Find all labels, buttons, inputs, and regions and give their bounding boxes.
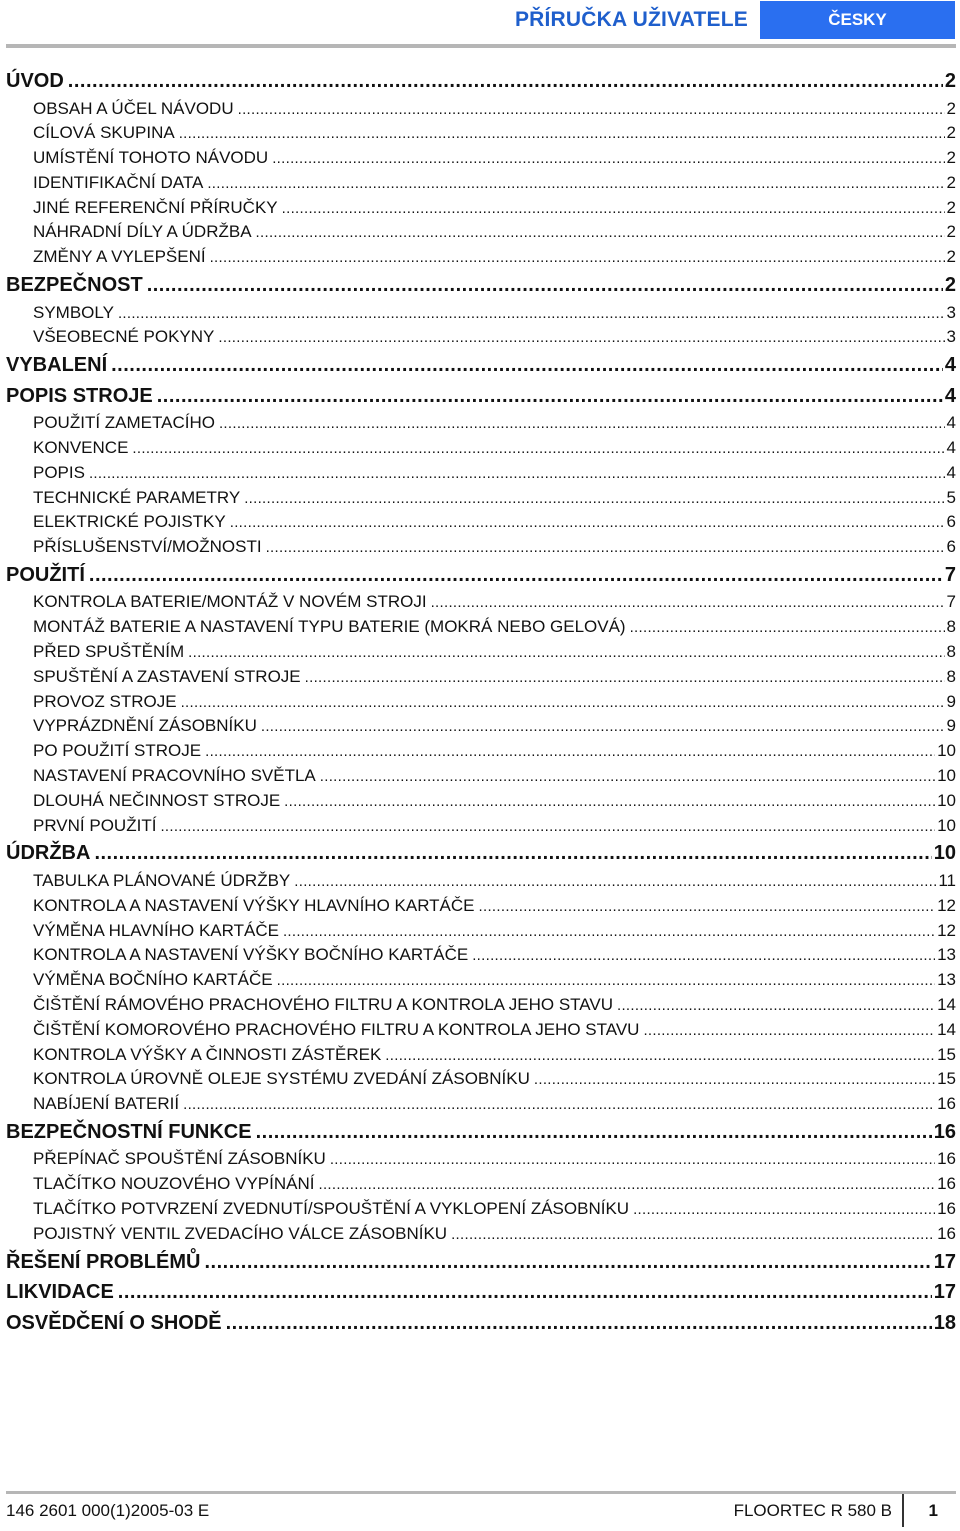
toc-subsection-entry[interactable] [6,943,956,968]
toc-dot-leader [89,560,943,591]
toc-entry-page: 10 [937,790,956,810]
toc-subsection-entry[interactable] [6,436,956,461]
toc-section-entry[interactable] [6,381,956,412]
toc-subsection-entry[interactable] [6,325,956,350]
document-code: 146 2601 000(1)2005-03 E [6,1501,210,1520]
toc-dot-leader [320,764,935,789]
toc-dot-leader [230,510,945,535]
page-header [0,0,960,50]
toc-entry-label: UMÍSTĚNÍ TOHOTO NÁVODU [33,148,269,168]
toc-subsection-entry[interactable] [6,968,956,993]
toc-entry-page: 8 [946,617,956,637]
toc-entry-label: JINÉ REFERENČNÍ PŘÍRUČKY [33,197,278,217]
header-divider [6,44,956,48]
toc-entry-page: 13 [937,945,956,965]
toc-dot-leader [226,1308,932,1339]
toc-dot-leader [266,535,945,560]
toc-dot-leader [283,919,935,944]
toc-entry-label: ČIŠTĚNÍ RÁMOVÉHO PRACHOVÉHO FILTRU A KONTROLA JEHO STAVU [33,994,613,1014]
toc-entry-label: SYMBOLY [33,302,114,322]
toc-entry-page: 16 [933,1120,956,1143]
toc-dot-leader [451,1222,935,1247]
toc-dot-leader [643,1018,935,1043]
toc-entry-page: 4 [946,413,956,433]
toc-entry-page: 8 [946,666,956,686]
toc-entry-label: PŘÍSLUŠENSTVÍ/MOŽNOSTI [33,537,262,557]
toc-subsection-entry[interactable] [6,1197,956,1222]
page-footer [0,1494,960,1531]
toc-entry-label: KONTROLA VÝŠKY A ČINNOSTI ZÁSTĚREK [33,1044,382,1064]
toc-entry-page: 4 [946,437,956,457]
footer-separator [902,1494,904,1527]
toc-subsection-entry[interactable] [6,1147,956,1172]
toc-dot-leader [179,121,945,146]
toc-entry-page: 3 [946,327,956,347]
toc-entry-page: 2 [944,274,956,297]
toc-entry-label: BEZPEČNOST [6,274,143,297]
toc-entry-label: IDENTIFIKAČNÍ DATA [33,172,204,192]
toc-entry-label: KONTROLA BATERIE/MONTÁŽ V NOVÉM STROJI [33,592,427,612]
toc-entry-label: KONVENCE [33,437,129,457]
toc-entry-label: TLAČÍTKO NOUZOVÉHO VYPÍNÁNÍ [33,1174,315,1194]
toc-entry-page: 17 [933,1281,956,1304]
toc-entry-label: POJISTNÝ VENTIL ZVEDACÍHO VÁLCE ZÁSOBNÍKU [33,1223,448,1243]
toc-dot-leader [118,1277,932,1308]
toc-dot-leader [633,1197,935,1222]
product-name: FLOORTEC R 580 B [733,1501,892,1520]
toc-entry-label: POUŽITÍ [6,563,85,586]
toc-subsection-entry[interactable] [6,245,956,270]
toc-dot-leader [205,739,935,764]
toc-dot-leader [160,814,935,839]
toc-section-entry[interactable] [6,1247,956,1278]
toc-dot-leader [157,381,943,412]
toc-entry-label: ŘEŠENÍ PROBLÉMŮ [6,1250,201,1273]
toc-section-entry[interactable] [6,66,956,97]
toc-entry-page: 7 [944,563,956,586]
toc-dot-leader [132,436,944,461]
toc-subsection-entry[interactable] [6,146,956,171]
toc-subsection-entry[interactable] [6,590,956,615]
toc-entry-label: OSVĚDČENÍ O SHODĚ [6,1311,222,1334]
toc-dot-leader [261,714,945,739]
toc-entry-label: LIKVIDACE [6,1281,114,1304]
toc-subsection-entry[interactable] [6,171,956,196]
toc-dot-leader [210,245,945,270]
toc-entry-label: VÝMĚNA BOČNÍHO KARTÁČE [33,970,273,990]
toc-dot-leader [181,690,945,715]
toc-subsection-entry[interactable] [6,665,956,690]
toc-entry-label: MONTÁŽ BATERIE A NASTAVENÍ TYPU BATERIE (MOKRÁ NEBO GELOVÁ) [33,617,626,637]
toc-dot-leader [272,146,944,171]
toc-subsection-entry[interactable] [6,411,956,436]
toc-entry-page: 16 [937,1094,956,1114]
toc-dot-leader [479,894,936,919]
toc-entry-label: ZMĚNY A VYLEPŠENÍ [33,247,206,267]
toc-entry-label: PRVNÍ POUŽITÍ [33,815,157,835]
toc-entry-page: 2 [946,172,956,192]
toc-entry-label: PO POUŽITÍ STROJE [33,741,202,761]
toc-entry-page: 16 [937,1223,956,1243]
toc-subsection-entry[interactable] [6,690,956,715]
toc-subsection-entry[interactable] [6,1222,956,1247]
toc-dot-leader [244,486,944,511]
toc-entry-label: DLOUHÁ NEČINNOST STROJE [33,790,281,810]
toc-subsection-entry[interactable] [6,121,956,146]
toc-entry-label: VŠEOBECNÉ POKYNY [33,327,215,347]
toc-entry-page: 14 [937,994,956,1014]
toc-subsection-entry[interactable] [6,814,956,839]
toc-entry-page: 10 [937,766,956,786]
toc-entry-page: 13 [937,970,956,990]
toc-entry-label: ÚDRŽBA [6,842,91,865]
toc-entry-page: 7 [946,592,956,612]
toc-entry-page: 4 [946,462,956,482]
toc-section-entry[interactable] [6,1117,956,1148]
toc-entry-page: 15 [937,1044,956,1064]
toc-entry-page: 2 [946,148,956,168]
toc-dot-leader [282,196,945,221]
toc-entry-page: 9 [946,716,956,736]
table-of-contents [6,66,956,1338]
toc-dot-leader [89,461,945,486]
toc-entry-label: TABULKA PLÁNOVANÉ ÚDRŽBY [33,870,291,890]
toc-entry-label: VÝMĚNA HLAVNÍHO KARTÁČE [33,920,279,940]
toc-entry-label: ČIŠTĚNÍ KOMOROVÉHO PRACHOVÉHO FILTRU A KONTROLA JEHO STAVU [33,1019,640,1039]
toc-entry-label: KONTROLA A NASTAVENÍ VÝŠKY HLAVNÍHO KARTÁČE [33,895,475,915]
toc-section-entry[interactable] [6,350,956,381]
toc-dot-leader [385,1043,935,1068]
toc-entry-label: NÁHRADNÍ DÍLY A ÚDRŽBA [33,222,252,242]
toc-entry-label: BEZPEČNOSTNÍ FUNKCE [6,1120,252,1143]
toc-entry-page: 9 [946,691,956,711]
toc-entry-page: 3 [946,302,956,322]
toc-dot-leader [118,301,945,326]
toc-subsection-entry[interactable] [6,894,956,919]
toc-entry-label: VYBALENÍ [6,354,108,377]
toc-dot-leader [147,270,943,301]
toc-entry-page: 2 [946,98,956,118]
toc-section-entry[interactable] [6,270,956,301]
toc-entry-page: 2 [946,247,956,267]
page-title: PŘÍRUČKA UŽIVATELE [514,8,748,31]
toc-subsection-entry[interactable] [6,301,956,326]
toc-entry-label: ELEKTRICKÉ POJISTKY [33,512,226,532]
toc-entry-label: POUŽITÍ ZAMETACÍHO [33,413,215,433]
toc-dot-leader [256,220,945,245]
toc-entry-page: 2 [944,70,956,92]
toc-section-entry[interactable] [6,1308,956,1339]
toc-dot-leader [94,838,931,869]
toc-entry-page: 17 [933,1250,956,1273]
toc-entry-label: POPIS STROJE [6,384,153,407]
toc-entry-page: 16 [937,1198,956,1218]
toc-entry-label: CÍLOVÁ SKUPINA [33,123,175,143]
toc-entry-page: 4 [944,354,956,377]
toc-subsection-entry[interactable] [6,615,956,640]
toc-entry-page: 11 [938,870,956,890]
toc-entry-page: 6 [946,512,956,532]
toc-entry-page: 12 [937,920,956,940]
toc-dot-leader [330,1147,935,1172]
toc-dot-leader [68,66,943,97]
language-badge: ČESKY [760,1,955,39]
toc-dot-leader [472,943,935,968]
toc-entry-label: PŘED SPUŠTĚNÍM [33,642,185,662]
toc-dot-leader [319,1172,936,1197]
toc-entry-page: 10 [937,815,956,835]
toc-subsection-entry[interactable] [6,919,956,944]
toc-entry-page: 8 [946,642,956,662]
toc-dot-leader [284,789,935,814]
toc-entry-page: 2 [946,197,956,217]
toc-subsection-entry[interactable] [6,789,956,814]
toc-dot-leader [238,97,945,122]
toc-subsection-entry[interactable] [6,1172,956,1197]
page-number: 1 [928,1501,938,1520]
toc-entry-label: NASTAVENÍ PRACOVNÍHO SVĚTLA [33,766,316,786]
toc-subsection-entry[interactable] [6,764,956,789]
toc-dot-leader [218,325,944,350]
toc-dot-leader [111,350,943,381]
toc-subsection-entry[interactable] [6,1018,956,1043]
toc-section-entry[interactable] [6,838,956,869]
toc-section-entry[interactable] [6,560,956,591]
toc-subsection-entry[interactable] [6,739,956,764]
toc-dot-leader [188,640,944,665]
toc-entry-page: 2 [946,222,956,242]
toc-dot-leader [277,968,935,993]
toc-entry-page: 12 [937,895,956,915]
toc-subsection-entry[interactable] [6,220,956,245]
toc-entry-page: 14 [937,1019,956,1039]
toc-subsection-entry[interactable] [6,461,956,486]
toc-entry-page: 16 [937,1174,956,1194]
toc-entry-page: 5 [946,487,956,507]
toc-entry-label: ÚVOD [6,70,64,92]
toc-subsection-entry[interactable] [6,869,956,894]
toc-dot-leader [630,615,945,640]
toc-subsection-entry[interactable] [6,1092,956,1117]
toc-subsection-entry[interactable] [6,1043,956,1068]
toc-entry-label: OBSAH A ÚČEL NÁVODU [33,98,234,118]
toc-entry-page: 6 [946,537,956,557]
toc-entry-label: POPIS [33,462,85,482]
toc-entry-label: TLAČÍTKO POTVRZENÍ ZVEDNUTÍ/SPOUŠTĚNÍ A VYKLOPENÍ ZÁSOBNÍKU [33,1198,630,1218]
toc-dot-leader [534,1067,935,1092]
toc-dot-leader [207,171,944,196]
toc-entry-page: 18 [933,1311,956,1334]
toc-subsection-entry[interactable] [6,714,956,739]
toc-entry-label: KONTROLA ÚROVNĚ OLEJE SYSTÉMU ZVEDÁNÍ ZÁSOBNÍKU [33,1069,530,1089]
toc-entry-label: TECHNICKÉ PARAMETRY [33,487,241,507]
toc-dot-leader [204,1247,931,1278]
toc-dot-leader [219,411,945,436]
toc-subsection-entry[interactable] [6,993,956,1018]
toc-entry-label: NABÍJENÍ BATERIÍ [33,1094,180,1114]
toc-entry-page: 16 [937,1149,956,1169]
toc-entry-label: SPUŠTĚNÍ A ZASTAVENÍ STROJE [33,666,301,686]
toc-subsection-entry[interactable] [6,535,956,560]
toc-dot-leader [183,1092,935,1117]
toc-entry-page: 2 [946,123,956,143]
toc-dot-leader [256,1117,932,1148]
toc-entry-page: 15 [937,1069,956,1089]
toc-dot-leader [294,869,936,894]
toc-dot-leader [305,665,945,690]
toc-dot-leader [617,993,935,1018]
toc-entry-label: PROVOZ STROJE [33,691,177,711]
toc-subsection-entry[interactable] [6,640,956,665]
toc-entry-page: 10 [937,741,956,761]
toc-entry-label: VYPRÁZDNĚNÍ ZÁSOBNÍKU [33,716,257,736]
toc-subsection-entry[interactable] [6,1067,956,1092]
toc-entry-label: PŘEPÍNAČ SPOUŠTĚNÍ ZÁSOBNÍKU [33,1149,326,1169]
toc-entry-page: 10 [933,842,956,865]
toc-subsection-entry[interactable] [6,486,956,511]
toc-entry-label: KONTROLA A NASTAVENÍ VÝŠKY BOČNÍHO KARTÁČE [33,945,469,965]
toc-subsection-entry[interactable] [6,97,956,122]
toc-subsection-entry[interactable] [6,510,956,535]
toc-dot-leader [431,590,945,615]
toc-subsection-entry[interactable] [6,196,956,221]
toc-entry-page: 4 [944,384,956,407]
toc-section-entry[interactable] [6,1277,956,1308]
